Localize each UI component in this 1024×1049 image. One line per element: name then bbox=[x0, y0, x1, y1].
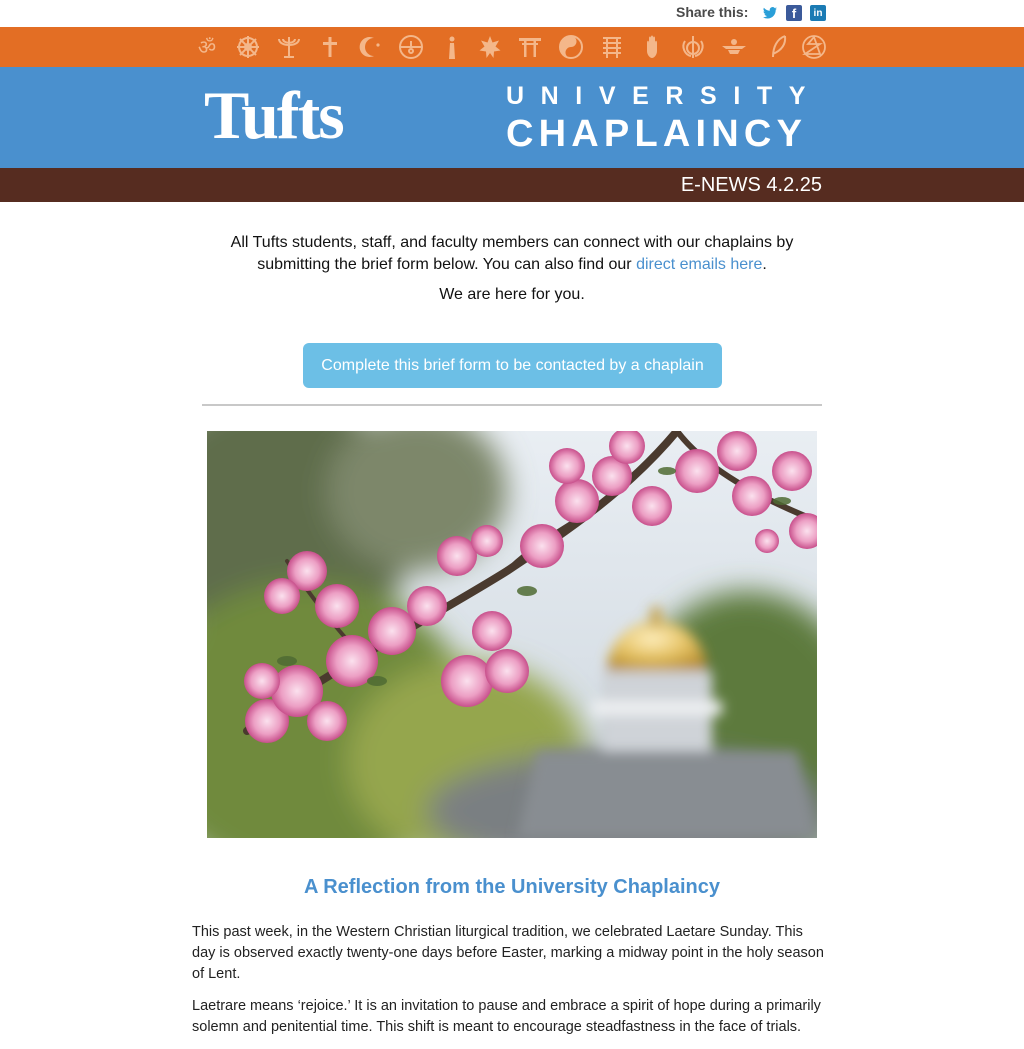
ahimsa-figure-icon bbox=[438, 33, 466, 61]
intro-text bbox=[202, 232, 822, 276]
article-body bbox=[192, 922, 824, 1049]
here-for-you-text: We are here for you. bbox=[439, 286, 585, 303]
torii-icon bbox=[516, 33, 544, 61]
header-banner bbox=[0, 67, 1024, 168]
contact-form-button[interactable]: Complete this brief form to be contacted by a chaplain bbox=[303, 343, 722, 388]
article-paragraph-1: This past week, in the Western Christian liturgical tradition, we celebrated Laetare Sunday. This day is observed exactly twenty-one days before Easter, marking a midway point in the holy season of Lent. bbox=[192, 924, 824, 982]
divider bbox=[202, 404, 822, 406]
pentacle-icon bbox=[800, 33, 828, 61]
logo-chaplaincy-text: CHAPLAINCY bbox=[506, 113, 808, 155]
khanda-icon bbox=[679, 33, 707, 61]
intro-text-after: . bbox=[762, 256, 767, 273]
cherry-blossom-photo bbox=[207, 431, 817, 838]
feather-icon bbox=[765, 33, 793, 61]
jain-hand-icon bbox=[639, 33, 667, 61]
linkedin-icon[interactable]: in bbox=[810, 5, 826, 21]
unitarian-icon bbox=[397, 33, 425, 61]
article-paragraph-2: Laetrare means ‘rejoice.’ It is an invitation to pause and embrace a spirit of hope during a primarily solemn and penitential time. This shift is meant to encourage steadfastness in the face of trials. bbox=[192, 998, 821, 1035]
article-title: A Reflection from the University Chaplaincy bbox=[303, 876, 720, 898]
enews-date: E-NEWS 4.2.25 bbox=[680, 174, 822, 196]
svg-text:ॐ: ॐ bbox=[197, 35, 217, 59]
tufts-logo[interactable]: Tufts bbox=[204, 77, 343, 153]
star-icon bbox=[476, 33, 504, 61]
facebook-icon[interactable]: f bbox=[786, 5, 802, 21]
twitter-icon[interactable] bbox=[762, 5, 778, 21]
crescent-icon bbox=[357, 33, 385, 61]
om-icon bbox=[193, 33, 221, 61]
faith-symbols-band bbox=[0, 27, 1024, 67]
share-label: Share this: bbox=[676, 4, 749, 20]
intro-text-before: All Tufts students, staff, and faculty members can connect with our chaplains by submitting the brief form below. You can also find our bbox=[230, 234, 794, 273]
dharma-wheel-icon bbox=[234, 33, 262, 61]
share-bar bbox=[0, 0, 1024, 27]
cross-icon bbox=[316, 33, 344, 61]
yin-yang-icon bbox=[557, 33, 585, 61]
logo-university-text: UNIVERSITY bbox=[506, 82, 823, 110]
direct-emails-link[interactable]: direct emails here bbox=[636, 256, 763, 273]
menorah-icon bbox=[275, 33, 303, 61]
shou-icon bbox=[598, 33, 626, 61]
enews-band bbox=[0, 168, 1024, 202]
faravahar-icon bbox=[720, 33, 748, 61]
